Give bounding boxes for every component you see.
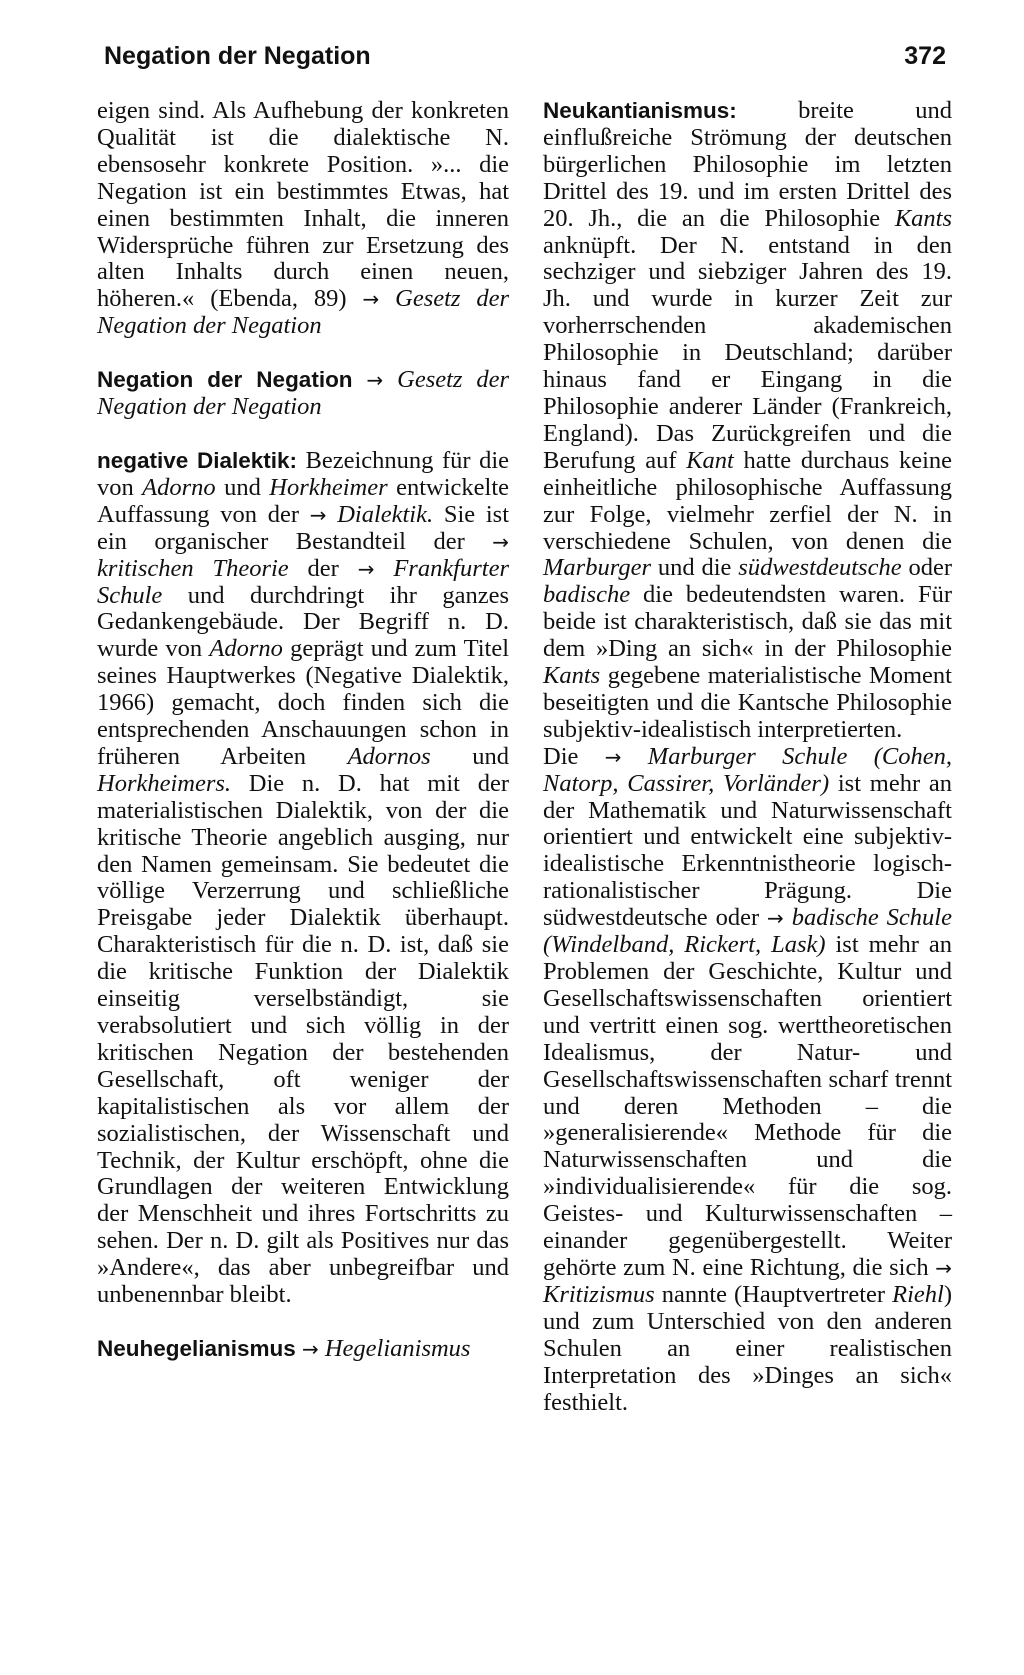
cross-reference: Gesetz der Negation der Negation [97,285,510,340]
cross-reference: badische Schule (Windelband, Rickert, Lask) [543,904,952,959]
arrow-icon: → [366,368,384,393]
arrow-icon: → [935,1255,952,1280]
arrow-icon: → [309,502,327,527]
entry-negative-dialektik [97,448,509,1309]
entry-term: Neuhegelianismus [97,1335,296,1361]
entry-text: negative Dialektik: Bezeichnung für die von Adorno und Horkheimer entwickelte Auffassung von der → Dialektik. Sie ist ein organischer Bestandteil der → kritischen Theorie der → Frankfurter Schule und durchdringt ihr ganzes Gedankengebäude. Der Begriff n. D. wurde von Adorno geprägt und zum Titel seines Hauptwerkes (Negative Dialektik, 1966) gemacht, doch finden sich die entsprechenden Anschauungen schon in früheren Arbeiten Adornos und Horkheimers. Die n. D. hat mit der materialistischen Dialektik, von der die kritische Theorie angeblich ausging, nur den Namen gemeinsam. Sie bedeutet die völlige Verzerrung und schließliche Preisgabe jeder Dialektik überhaupt. Charakteristisch für die n. D. ist, daß sie die kritische Funktion der Dialektik einseitig verselbständigt, sie verabsolutiert und sich völlig in der kritischen Negation der bestehenden Gesellschaft, oft weniger der kapitalistischen als vor allem der sozialistischen, der Wissenschaft und Technik, der Kultur erschöpft, ohne die Grundlagen der weiteren Entwicklung der Menschheit und ihres Fortschritts zu sehen. Der n. D. gilt als Positives nur das »Andere«, das aber unbegreifbar und unbenennbar bleibt. [97,446,509,1309]
entry-neukantianismus [543,98,952,1416]
cross-reference: kritischen Theorie [97,554,289,582]
cross-reference: Frankfurter Schule [97,554,509,609]
right-column [543,98,952,1443]
arrow-icon: → [301,1336,319,1361]
arrow-icon: → [492,529,509,554]
entry-term: Neukantianismus: [543,98,737,123]
entry-term: negative Dialektik: [97,447,297,473]
entry-text [97,367,509,421]
entry-text [97,1336,509,1363]
arrow-icon: → [357,556,375,581]
left-column [97,98,509,1390]
arrow-icon: → [767,906,784,931]
entry-neuhegelianismus [97,1336,509,1363]
running-title: Negation der Negation [104,42,371,70]
entry-text: Die → Marburger Schule (Cohen, Natorp, Cassirer, Vorländer) ist mehr an der Mathematik und Naturwissenschaft orientiert und entwickelt eine subjektiv-idealistische Erkenntnistheorie logisch-rationalistischer Prägung. Die südwestdeutsche oder → badische Schule (Windelband, Rickert, Lask) ist mehr an Problemen der Geschichte, Kultur und Gesellschaftswissenschaften orientiert und vertritt einen sog. werttheoretischen Idealismus, der Natur- und Gesellschaftswissenschaften scharf trennt und deren Methoden – die »generalisierende« Methode für die Naturwissenschaften und die »individualisierende« für die sog. Geistes- und Kulturwissenschaften – einander gegenübergestellt. Weiter gehörte zum N. eine Richtung, die sich → Kritizismus nannte (Hauptvertreter Riehl) und zum Unterschied von den anderen Schulen an einer realistischen Interpretation des »Dinges an sich« festhielt. [543,742,952,1416]
arrow-icon: → [362,287,380,312]
entry-text: Neukantianismus: breite und einflußreiche Strömung der deutschen bürgerlichen Philosophie im letzten Drittel des 19. und im ersten Drittel des 20. Jh., die an die Philosophie Kants anknüpft. Der N. entstand in den sechziger und siebziger Jahren des 19. Jh. und wurde in kurzer Zeit zur vorherrschenden akademischen Philosophie in Deutschland; darüber hinaus fand er Eingang in die Philosophie anderer Länder (Frankreich, England). Das Zurückgreifen und die Berufung auf Kant hatte durchaus keine einheitliche philosophische Auffassung zur Folge, vielmehr zerfiel der N. in verschiedene Schulen, von denen die Marburger und die südwestdeutsche oder badische die bedeutendsten waren. Für beide ist charakteristisch, daß sie das mit dem »Ding an sich« in der Philosophie Kants gegebene materialistische Moment beseitigten und die Kantsche Philosophie subjektiv-idealistisch interpretierten. [543,97,952,743]
page-number: 372 [904,42,946,70]
entry-continuation [97,98,509,340]
cross-reference: Hegelianismus [324,1334,471,1362]
entry-text: eigen sind. Als Aufhebung der konkreten Qualität ist die dialektische N. ebensosehr konkrete Position. »... die Negation ist ein bestimmtes Etwas, hat einen bestimmten Inhalt, die inneren Widersprüche führen zur Ersetzung des alten Inhalts durch einen neuen, höheren.« (Ebenda, 89) → Gesetz der Negation der Negation [97,97,510,340]
cross-reference: Gesetz der Negation der Negation [97,366,510,421]
entry-term: Negation der Negation [97,367,353,393]
entry-negation-der-negation [97,367,509,421]
cross-reference: Dialektik. [337,500,434,528]
arrow-icon: → [604,744,622,769]
cross-reference: Marburger Schule (Cohen, Natorp, Cassirer, Vorländer) [543,742,952,797]
cross-reference: Kritizismus [543,1280,655,1308]
